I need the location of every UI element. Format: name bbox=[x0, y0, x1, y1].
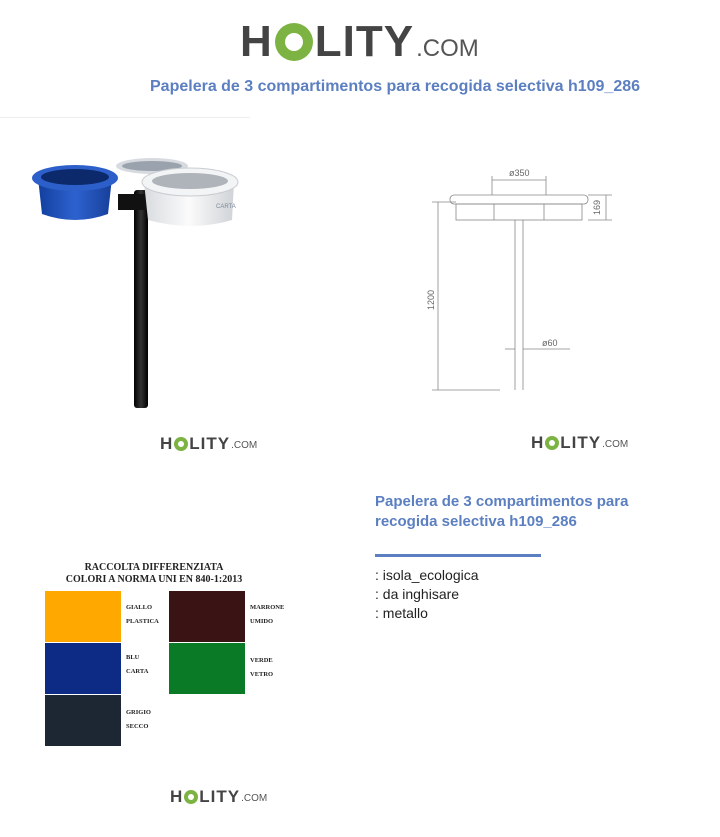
logo-letters: LITY bbox=[314, 17, 415, 66]
logo-letter-h: H bbox=[160, 434, 174, 453]
spec-item: : da inghisare bbox=[375, 586, 460, 602]
logo-o-icon bbox=[174, 437, 188, 451]
dim-top-height: 169 bbox=[592, 199, 602, 215]
swatch-grigio bbox=[45, 695, 121, 746]
swatch-label-giallo bbox=[126, 601, 159, 629]
chart-logo bbox=[170, 788, 267, 805]
top-divider bbox=[0, 117, 250, 118]
dim-total-height: 1200 bbox=[426, 289, 436, 310]
photo-logo bbox=[160, 435, 257, 452]
spec-title: Papelera de 3 compartimentos para recogida selectiva h109_286 bbox=[375, 493, 629, 530]
color-chart-title-line1: RACCOLTA DIFFERENZIATA bbox=[84, 562, 224, 573]
swatch-label-marrone bbox=[250, 601, 284, 629]
logo-letters: LITY bbox=[560, 433, 602, 452]
swatch-name: GIALLO bbox=[126, 604, 153, 611]
logo-o-icon bbox=[275, 23, 313, 61]
pole bbox=[134, 190, 148, 408]
logo-letters: LITY bbox=[199, 787, 241, 806]
logo-com: .COM bbox=[416, 35, 479, 62]
logo-letter-h: H bbox=[170, 787, 184, 806]
swatch-verde bbox=[169, 643, 245, 694]
swatch-name: GRIGIO bbox=[126, 709, 151, 716]
product-photo bbox=[30, 150, 245, 415]
spec-item: : metallo bbox=[375, 605, 428, 621]
spec-item: : isola_ecologica bbox=[375, 567, 479, 583]
spec-list bbox=[375, 566, 479, 623]
technical-drawing bbox=[420, 160, 620, 400]
swatch-blu bbox=[45, 643, 121, 694]
bin-label: CARTA bbox=[216, 204, 236, 210]
logo-letters: LITY bbox=[189, 434, 231, 453]
logo-o-icon bbox=[545, 436, 559, 450]
logo-com: .COM bbox=[602, 439, 629, 450]
color-chart-title bbox=[44, 562, 264, 586]
page-title: Papelera de 3 compartimentos para recogida selectiva h109_286 bbox=[150, 78, 641, 95]
swatch-label-verde bbox=[250, 654, 273, 682]
drawing-logo bbox=[531, 434, 628, 451]
swatch-name: MARRONE bbox=[250, 604, 285, 611]
logo-com: .COM bbox=[231, 440, 258, 451]
swatch-material: CARTA bbox=[126, 668, 149, 675]
logo-letter-h: H bbox=[240, 17, 273, 66]
spec-divider bbox=[375, 554, 541, 557]
bin-blue bbox=[32, 165, 118, 220]
swatch-material: VETRO bbox=[250, 671, 274, 678]
swatch-name: VERDE bbox=[250, 657, 273, 664]
swatch-material: SECCO bbox=[126, 723, 149, 730]
logo-com: .COM bbox=[241, 793, 268, 804]
swatch-material: UMIDO bbox=[250, 618, 274, 625]
dim-pole-diameter: ø60 bbox=[542, 338, 558, 348]
bin-white bbox=[142, 168, 238, 226]
dim-top-diameter: ø350 bbox=[509, 168, 530, 178]
swatch-label-grigio bbox=[126, 706, 151, 734]
brand-logo[interactable] bbox=[240, 16, 479, 64]
swatch-name: BLU bbox=[126, 654, 140, 661]
logo-o-icon bbox=[184, 790, 198, 804]
swatch-material: PLASTICA bbox=[126, 618, 159, 625]
logo-letter-h: H bbox=[531, 433, 545, 452]
swatch-marrone bbox=[169, 591, 245, 642]
color-chart-title-line2: COLORI A NORMA UNI EN 840-1:2013 bbox=[65, 574, 243, 585]
swatch-label-blu bbox=[126, 651, 148, 679]
swatch-giallo bbox=[45, 591, 121, 642]
